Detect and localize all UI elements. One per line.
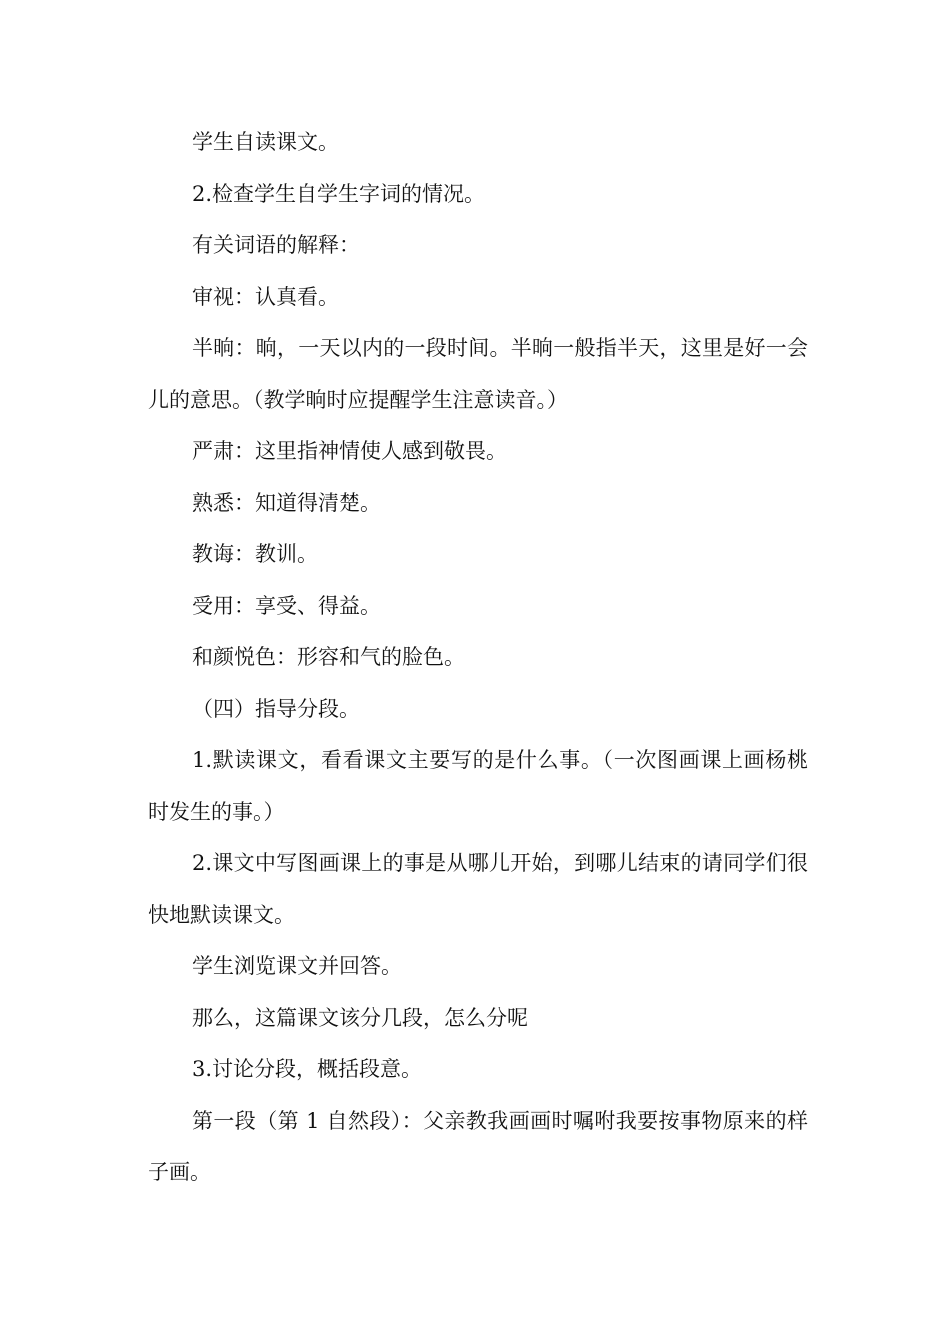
paragraph-how-to-divide: 那么，这篇课文该分几段，怎么分呢 bbox=[192, 1005, 528, 1030]
document-body bbox=[148, 117, 808, 1199]
paragraph-check-vocabulary: 2.检查学生自学生字词的情况。 bbox=[192, 181, 486, 206]
paragraph-definition-yansu: 严肃：这里指神情使人感到敬畏。 bbox=[192, 439, 507, 463]
paragraph-definition-shenshi: 审视：认真看。 bbox=[192, 284, 339, 309]
paragraph-first-section: 第一段（第 1 自然段）：父亲教我画画时嘱咐我要按事物原来的样子画。 bbox=[148, 1108, 808, 1184]
paragraph-section-four-heading: （四）指导分段。 bbox=[192, 696, 360, 721]
paragraph-definition-banshang: 半晌：晌，一天以内的一段时间。半晌一般指半天，这里是好一会儿的意思。（教学晌时应提醒学生注意读音。） bbox=[148, 336, 808, 412]
paragraph-word-explanations-heading: 有关词语的解释： bbox=[192, 233, 360, 257]
paragraph-definition-heyanyuese: 和颜悦色：形容和气的脸色。 bbox=[192, 645, 465, 669]
paragraph-self-reading: 学生自读课文。 bbox=[192, 130, 339, 154]
paragraph-step-two: 2.课文中写图画课上的事是从哪儿开始，到哪儿结束的请同学们很快地默读课文。 bbox=[148, 851, 808, 927]
paragraph-definition-shuxi: 熟悉：知道得清楚。 bbox=[192, 490, 381, 515]
paragraph-step-three: 3.讨论分段，概括段意。 bbox=[192, 1057, 423, 1081]
paragraph-student-answer: 学生浏览课文并回答。 bbox=[192, 954, 402, 978]
paragraph-step-one: 1.默读课文，看看课文主要写的是什么事。（一次图画课上画杨桃时发生的事。） bbox=[148, 748, 808, 824]
paragraph-definition-jiaohui: 教诲：教训。 bbox=[192, 542, 318, 566]
paragraph-definition-shouyong: 受用：享受、得益。 bbox=[192, 593, 381, 618]
